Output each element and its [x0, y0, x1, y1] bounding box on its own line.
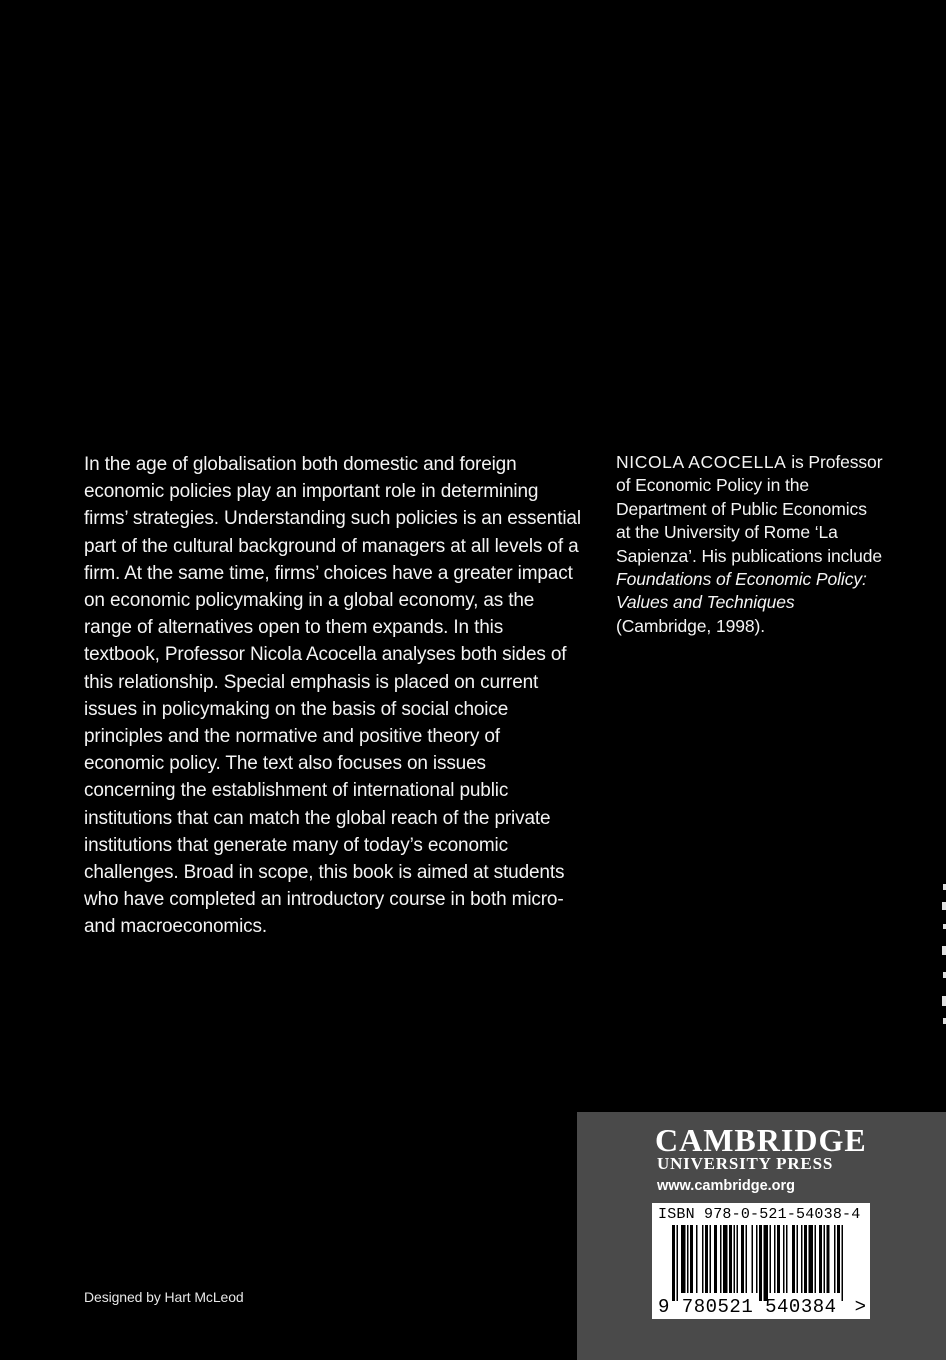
back-cover-blurb: [84, 451, 582, 941]
blurb-text: In the age of globalisation both domestic and foreign economic policies play an important role in determining firms’ strategies. Understanding such policies is an essential part of the cultural background of managers at all levels of a firm. At the same time, firms’ choices have a greater impact on economic policymaking in a global economy, as the range of alternatives open to them expands. In this textbook, Professor Nicola Acocella analyses both sides of this relationship. Special emphasis is placed on current issues in policymaking on the basis of social choice principles and the normative and positive theory of economic policy. The text also focuses on issues concerning the establishment of international public institutions that can match the global reach of the private institutions that generate many of today’s economic challenges. Broad in scope, this book is aimed at students who have completed an introductory course in both micro- and macroeconomics.: [84, 454, 581, 938]
author-bio-paragraph: [616, 451, 884, 638]
author-bio: [616, 451, 884, 638]
bio-book-title: Foundations of Economic Policy: Values and Techniques: [616, 569, 867, 613]
isbn-barcode: [652, 1203, 870, 1319]
barcode-end-mark: >: [854, 1296, 866, 1318]
publisher-panel: [577, 1112, 946, 1360]
barcode-digits: 9 780521 540384: [658, 1296, 837, 1318]
author-name: NICOLA ACOCELLA: [616, 452, 787, 472]
bio-text-after: (Cambridge, 1998).: [616, 615, 765, 636]
edge-texture: [940, 880, 946, 1030]
publisher-website: www.cambridge.org: [657, 1178, 796, 1194]
isbn-label: ISBN 978-0-521-54038-4: [658, 1206, 861, 1223]
publisher-logo-line2: UNIVERSITY PRESS: [657, 1154, 834, 1173]
bio-text-before: is Professor of Economic Policy in the Department of Public Economics at the University of Rome ‘La Sapienza’. His publications include: [616, 452, 883, 566]
publisher-logo-line1: CAMBRIDGE: [655, 1122, 867, 1158]
designer-credit: Designed by Hart McLeod: [84, 1289, 244, 1305]
